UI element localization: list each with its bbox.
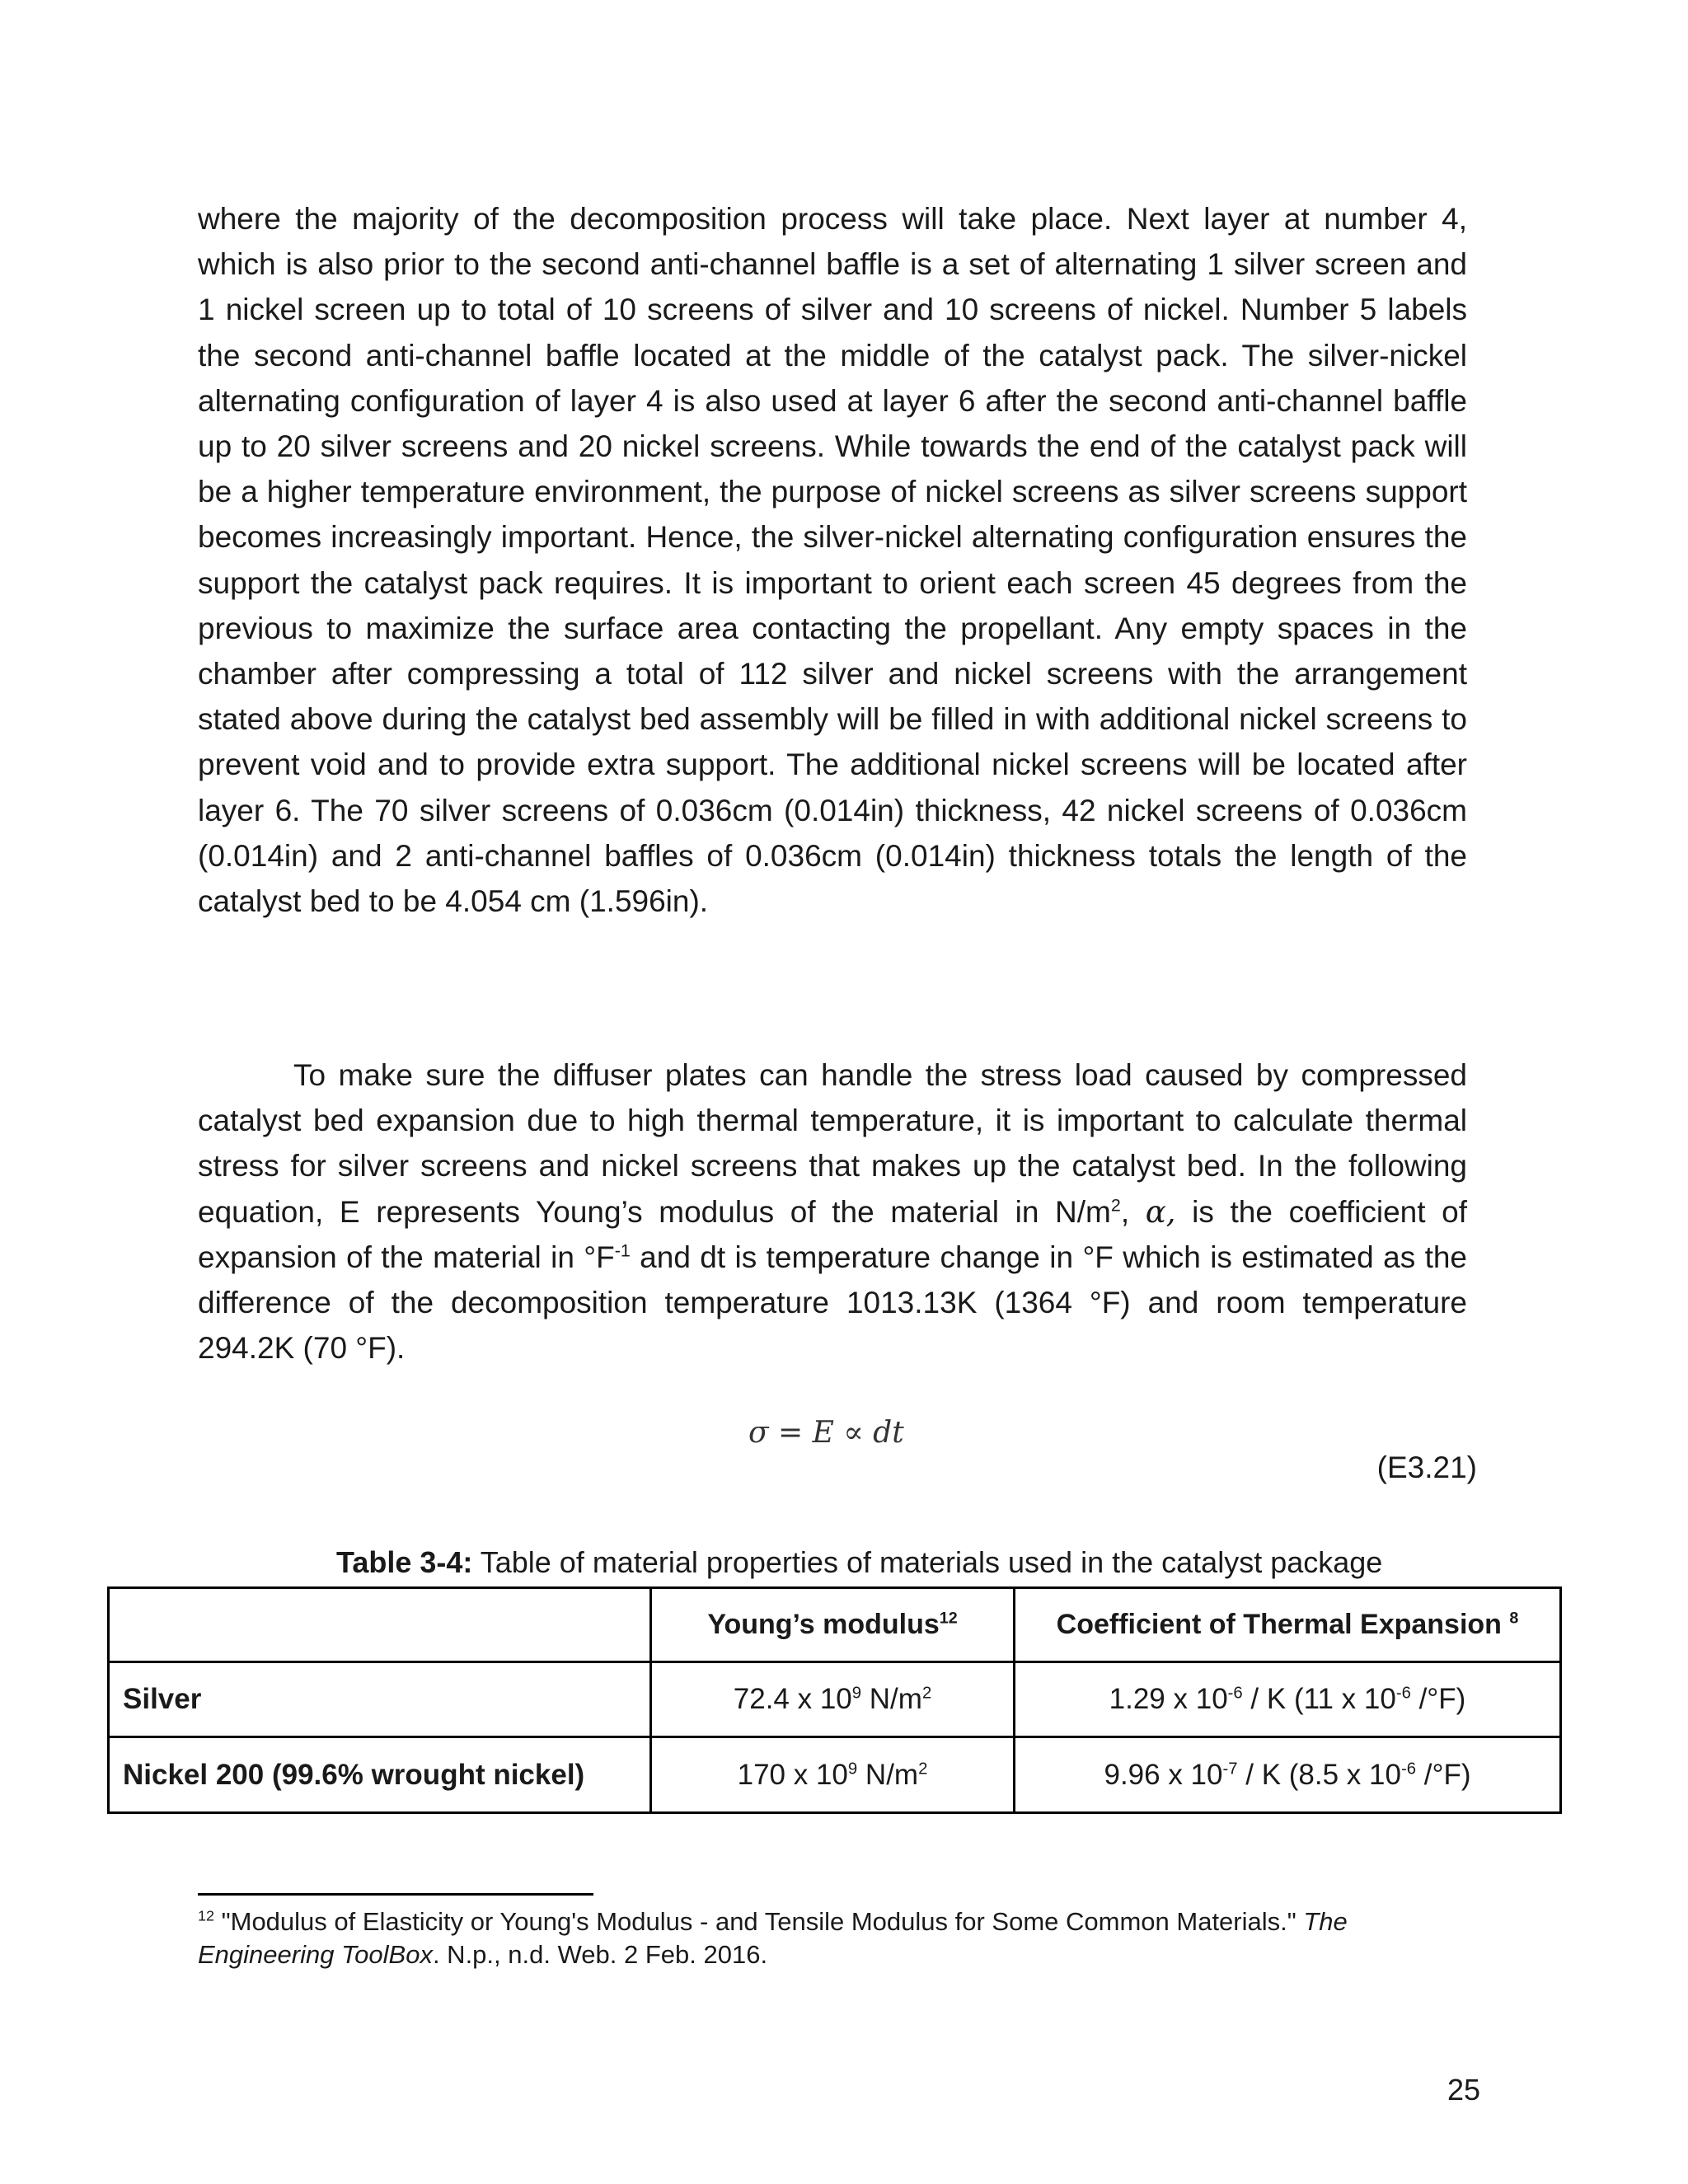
body-paragraph-2 bbox=[198, 1052, 1467, 1371]
para2-text-c: is the coefficient of expansion of the material in °F bbox=[198, 1194, 1468, 1274]
silver-modulus-unit: N/m bbox=[861, 1682, 922, 1715]
header-thermal-expansion-footnote-ref: 8 bbox=[1509, 1609, 1519, 1628]
footnote-12 bbox=[198, 1905, 1484, 1971]
silver-youngs-modulus bbox=[651, 1661, 1015, 1737]
nickel-cte-b: / K (8.5 x 10 bbox=[1237, 1758, 1401, 1791]
silver-cte-c: /°F) bbox=[1410, 1682, 1466, 1715]
thermal-stress-equation: σ = E ∝ dt bbox=[748, 1416, 904, 1450]
silver-cte-a: 1.29 x 10 bbox=[1109, 1682, 1228, 1715]
silver-cte-exp1: -6 bbox=[1227, 1684, 1243, 1703]
silver-cte-b: / K (11 x 10 bbox=[1242, 1682, 1396, 1715]
footnote-text-tail: . N.p., n.d. Web. 2 Feb. 2016. bbox=[432, 1940, 768, 1969]
nickel-youngs-modulus bbox=[651, 1737, 1015, 1813]
footnote-separator bbox=[198, 1893, 593, 1896]
footnote-text: "Modulus of Elasticity or Young's Modulus - and Tensile Modulus for Some Common Materials." bbox=[214, 1907, 1304, 1936]
silver-modulus-unit-exponent: 2 bbox=[921, 1684, 932, 1703]
header-youngs-modulus-label: Young’s modulus bbox=[707, 1608, 940, 1640]
nickel-modulus-unit: N/m bbox=[857, 1758, 919, 1791]
nickel-cte-exp1: -7 bbox=[1222, 1759, 1238, 1778]
para2-superscript-a: 2 bbox=[1110, 1195, 1121, 1216]
nickel-modulus-mantissa: 170 x 10 bbox=[737, 1758, 848, 1791]
body-paragraph-1: where the majority of the decomposition process will take place. Next layer at number 4, which is also prior to the second anti-channel baffle is a set of alternating 1 silver screen and 1 nickel screen up to total of 10 screens of silver and 10 screens of nickel. Number 5 labels the second anti-channel baffle located at the middle of the catalyst pack. The silver-nickel alternating configuration of layer 4 is also used at layer 6 after the second anti-channel baffle up to 20 silver screens and 20 nickel screens. While towards the end of the catalyst pack will be a higher temperature environment, the purpose of nickel screens as silver screens support becomes increasingly important. Hence, the silver-nickel alternating configuration ensures the support the catalyst pack requires. It is important to orient each screen 45 degrees from the previous to maximize the surface area contacting the propellant. Any empty spaces in the chamber after compressing a total of 112 silver and nickel screens with the arrangement stated above during the catalyst bed assembly will be filled in with additional nickel screens to prevent void and to provide extra support. The additional nickel screens will be located after layer 6. The 70 silver screens of 0.036cm (0.014in) thickness, 42 nickel screens of 0.036cm (0.014in) and 2 anti-channel baffles of 0.036cm (0.014in) thickness totals the length of the catalyst bed to be 4.054 cm (1.596in). bbox=[198, 202, 1467, 919]
silver-modulus-mantissa: 72.4 x 10 bbox=[733, 1682, 852, 1715]
para2-superscript-b: -1 bbox=[614, 1240, 631, 1261]
silver-thermal-expansion bbox=[1015, 1661, 1561, 1737]
row-label-nickel: Nickel 200 (99.6% wrought nickel) bbox=[109, 1737, 651, 1813]
silver-cte-exp2: -6 bbox=[1395, 1684, 1411, 1703]
table-caption bbox=[336, 1545, 1441, 1580]
footnote-marker: 12 bbox=[198, 1907, 214, 1924]
silver-modulus-exponent: 9 bbox=[851, 1684, 862, 1703]
para2-text-d: and dt is temperature change in °F which is estimated as the difference of the decomposition temperature 1013.13K (1364 °F) and room temperature 294.2K (70 °F). bbox=[198, 1240, 1468, 1366]
table-caption-text: Table of material properties of materials used in the catalyst package bbox=[472, 1545, 1383, 1579]
header-youngs-modulus bbox=[651, 1588, 1015, 1662]
footnote-source-title: The Engineering ToolBox bbox=[198, 1907, 1348, 1969]
nickel-modulus-unit-exponent: 2 bbox=[918, 1759, 928, 1778]
equation-number: (E3.21) bbox=[1376, 1451, 1477, 1484]
table-row-silver bbox=[109, 1661, 1561, 1737]
header-thermal-expansion bbox=[1015, 1588, 1561, 1662]
table-row-nickel bbox=[109, 1737, 1561, 1813]
table-caption-label: Table 3-4: bbox=[336, 1545, 473, 1579]
nickel-cte-c: /°F) bbox=[1416, 1758, 1471, 1791]
para2-text-b: , bbox=[1120, 1194, 1146, 1229]
nickel-cte-a: 9.96 x 10 bbox=[1104, 1758, 1223, 1791]
page-number: 25 bbox=[1447, 2073, 1480, 2107]
row-label-silver: Silver bbox=[109, 1661, 651, 1737]
header-empty-cell bbox=[109, 1588, 651, 1662]
nickel-thermal-expansion bbox=[1015, 1737, 1561, 1813]
table-header-row bbox=[109, 1588, 1561, 1662]
material-properties-table bbox=[107, 1586, 1562, 1814]
nickel-cte-exp2: -6 bbox=[1400, 1759, 1417, 1778]
nickel-modulus-exponent: 9 bbox=[847, 1759, 858, 1778]
header-thermal-expansion-label: Coefficient of Thermal Expansion bbox=[1056, 1608, 1510, 1640]
alpha-symbol: α, bbox=[1145, 1193, 1176, 1230]
para2-text-a: To make sure the diffuser plates can handle the stress load caused by compressed catalyst bed expansion due to high thermal temperature, it is important to calculate thermal stress for silver screens and nickel screens that makes up the catalyst bed. In the following equation, E represents Young’s modulus of the material in N/m bbox=[198, 1058, 1467, 1229]
header-youngs-modulus-footnote-ref: 12 bbox=[939, 1609, 958, 1628]
